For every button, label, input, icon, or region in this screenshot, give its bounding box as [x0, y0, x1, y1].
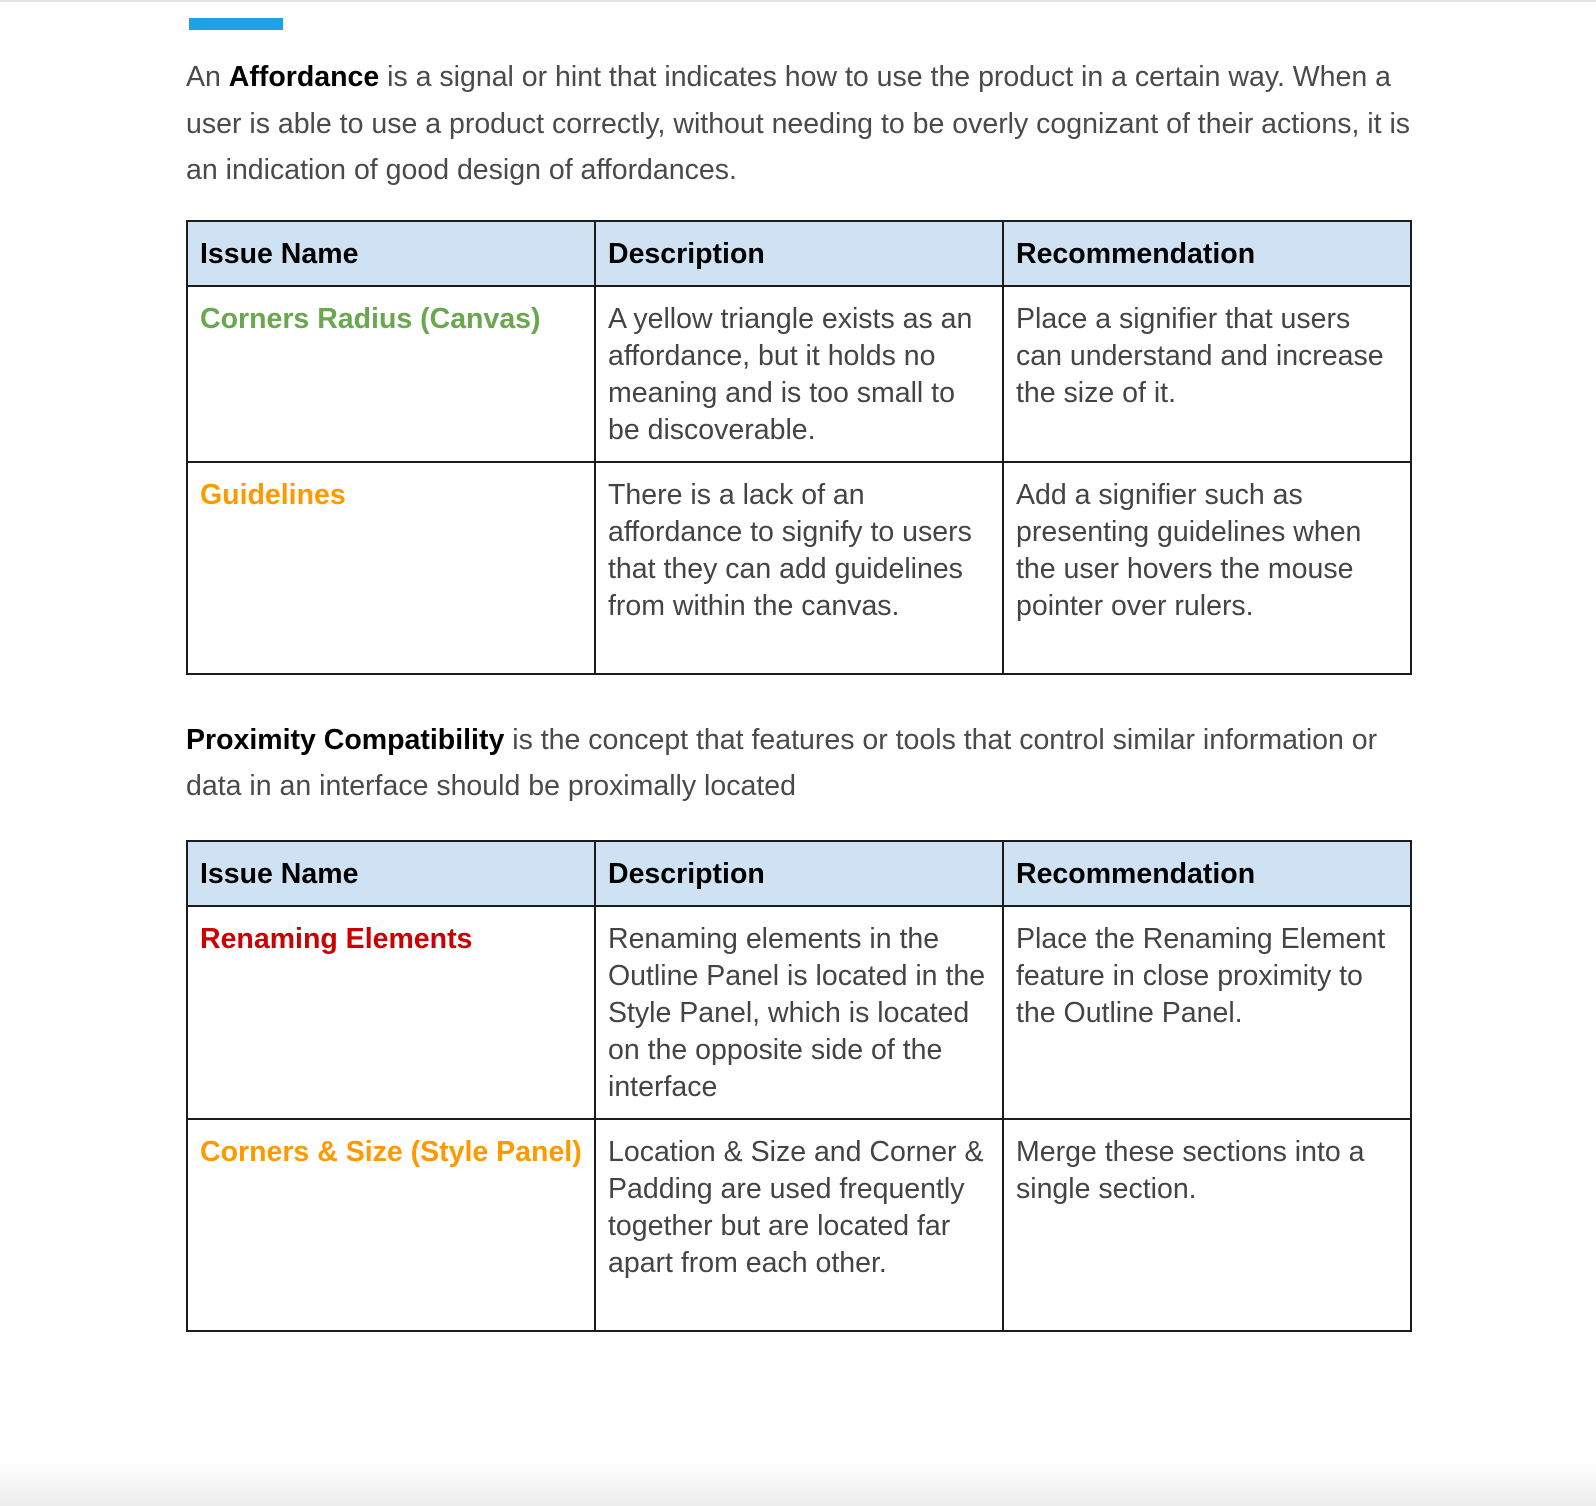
- table-row: [187, 1119, 1411, 1331]
- header-issue-name: Issue Name: [187, 841, 595, 906]
- header-recommendation: Recommendation: [1003, 841, 1411, 906]
- affordance-issues-table: [186, 220, 1412, 675]
- description-cell: There is a lack of an affordance to signify to users that they can add guidelines from within the canvas.: [595, 462, 1003, 674]
- issue-name-cell: Guidelines: [187, 462, 595, 674]
- header-recommendation: Recommendation: [1003, 221, 1411, 286]
- proximity-issues-table: [186, 840, 1412, 1332]
- bottom-shadow: [0, 1460, 1596, 1506]
- recommendation-cell: Place a signifier that users can understand and increase the size of it.: [1003, 286, 1411, 462]
- issue-name-cell: Corners Radius (Canvas): [187, 286, 595, 462]
- header-description: Description: [595, 221, 1003, 286]
- header-description: Description: [595, 841, 1003, 906]
- description-cell: Location & Size and Corner & Padding are used frequently together but are located far apart from each other.: [595, 1119, 1003, 1331]
- table-row: [187, 286, 1411, 462]
- recommendation-cell: Merge these sections into a single section.: [1003, 1119, 1411, 1331]
- issue-name-cell: Renaming Elements: [187, 906, 595, 1119]
- table-row: [187, 462, 1411, 674]
- top-divider: [0, 0, 1596, 2]
- recommendation-cell: Add a signifier such as presenting guidelines when the user hovers the mouse pointer over rulers.: [1003, 462, 1411, 674]
- proximity-term: Proximity Compatibility: [186, 723, 505, 756]
- table-header-row: [187, 841, 1411, 906]
- recommendation-cell: Place the Renaming Element feature in close proximity to the Outline Panel.: [1003, 906, 1411, 1119]
- proximity-paragraph: [186, 717, 1411, 810]
- document-body: [186, 54, 1411, 1332]
- affordance-paragraph: [186, 54, 1411, 194]
- table-header-row: [187, 221, 1411, 286]
- issue-name-cell: Corners & Size (Style Panel): [187, 1119, 595, 1331]
- description-cell: A yellow triangle exists as an affordance, but it holds no meaning and is too small to be discoverable.: [595, 286, 1003, 462]
- table-row: [187, 906, 1411, 1119]
- affordance-term: Affordance: [228, 61, 380, 93]
- description-cell: Renaming elements in the Outline Panel is located in the Style Panel, which is located on the opposite side of the interface: [595, 906, 1003, 1119]
- header-issue-name: Issue Name: [187, 221, 595, 286]
- accent-bar: [189, 18, 283, 30]
- proximity-definition: is the concept that features or tools that control similar information or data in an interface should be proximally located: [186, 723, 1378, 802]
- affordance-definition: is a signal or hint that indicates how to use the product in a certain way. When a user is able to use a product correctly, without needing to be overly cognizant of their actions, it is an indication of good design of affordances.: [186, 61, 1411, 186]
- affordance-prefix: An: [186, 61, 229, 93]
